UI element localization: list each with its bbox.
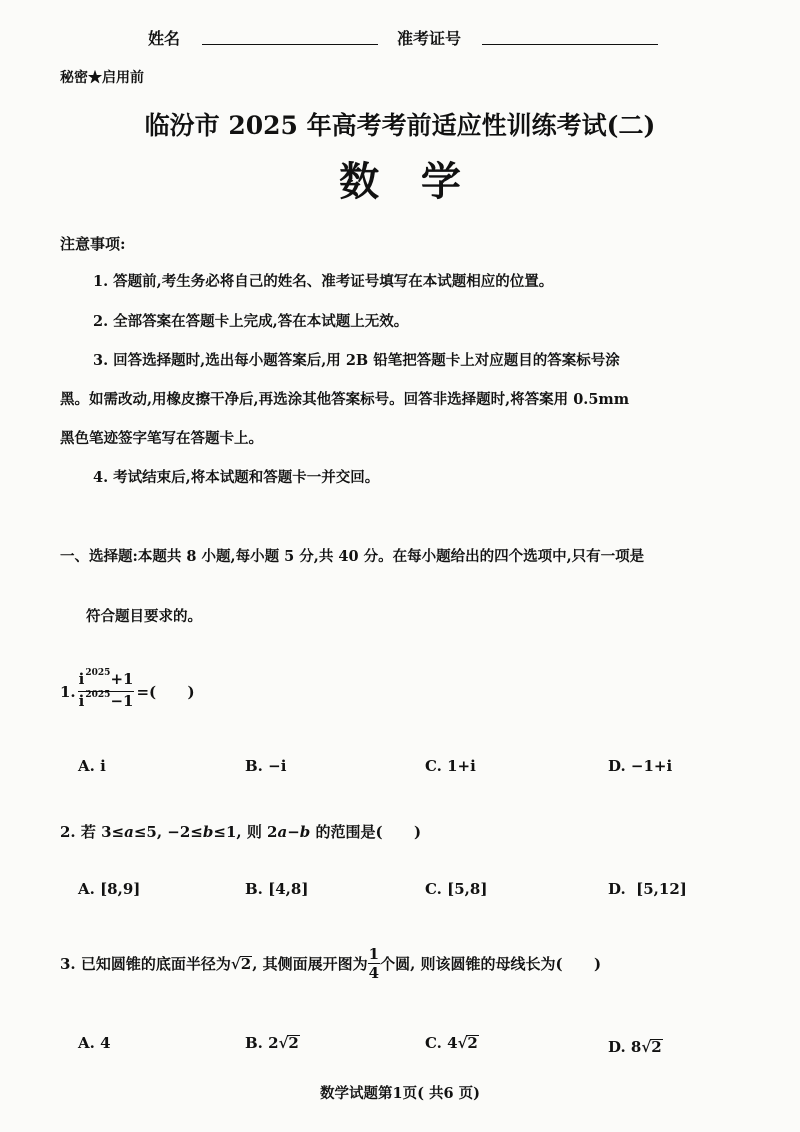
notice-item-1: 1. 答题前,考生务必将自己的姓名、准考证号填写在本试题相应的位置。 [93, 273, 554, 290]
base: i [78, 692, 85, 710]
coefficient: C. 4 [425, 1034, 458, 1052]
radical-sign: √ [641, 1038, 652, 1056]
question-number: 1. [60, 682, 76, 701]
q2-option-d[interactable]: D. [5,12] [608, 880, 687, 898]
q2-option-c[interactable]: C. [5,8] [425, 880, 488, 898]
subject-title: 数 学 [339, 158, 461, 205]
stem-part: ≤1, 则 2 [213, 823, 278, 841]
exam-title: 临汾市 2025 年高考考前适应性训练考试(二) [144, 111, 656, 140]
variable-a: a [124, 823, 134, 841]
fraction [368, 945, 380, 982]
q1-option-c[interactable]: C. 1+i [425, 757, 476, 775]
question-2 [60, 821, 421, 842]
q3-option-d[interactable] [608, 1038, 663, 1056]
q2-option-b[interactable]: B. [4,8] [245, 880, 309, 898]
notice-item-3-cont: 黑。如需改动,用橡皮擦干净后,再选涂其他答案标号。回答非选择题时,将答案用 0.5mm [60, 391, 630, 408]
question-1 [60, 670, 195, 713]
stem-part: 个圆, 则该圆锥的母线长为( ) [380, 955, 602, 973]
q3-option-c[interactable] [425, 1034, 479, 1052]
exponent: 2025 [85, 668, 111, 678]
notice-item-3: 3. 回答选择题时,选出每小题答案后,用 2B 铅笔把答题卡上对应题目的答案标号涂 [93, 352, 620, 369]
variable-a: a [277, 823, 288, 841]
stem-part: 的范围是( ) [310, 823, 422, 841]
notice-heading: 注意事项: [60, 235, 126, 253]
variable-b: b [202, 823, 214, 841]
coefficient: D. 8 [608, 1038, 642, 1056]
page-footer: 数学试题第1页( 共6 页) [320, 1085, 480, 1102]
notice-item-3-cont2: 黑色笔迹签字笔写在答题卡上。 [60, 430, 263, 447]
coefficient: B. 2 [245, 1034, 279, 1052]
q3-option-b[interactable] [245, 1034, 300, 1052]
q3-option-a[interactable]: A. 4 [78, 1034, 111, 1052]
q1-option-a[interactable]: A. i [78, 757, 106, 775]
secret-mark: 秘密★启用前 [60, 70, 144, 86]
stem-part: 3. 已知圆锥的底面半径为 [60, 955, 231, 973]
radicand: 2 [467, 1034, 478, 1052]
name-label: 姓名 [148, 29, 181, 48]
stem-part: , 其侧面展开图为 [252, 955, 368, 973]
section-heading-cont: 符合题目要求的。 [86, 608, 202, 625]
exam-id-label: 准考证号 [397, 29, 462, 48]
notice-item-4: 4. 考试结束后,将本试题和答题卡一并交回。 [93, 469, 380, 486]
question-3 [60, 945, 601, 982]
q1-option-b[interactable]: B. −i [245, 757, 287, 775]
q1-option-d[interactable]: D. −1+i [608, 757, 673, 775]
fraction [78, 670, 135, 713]
exam-id-field[interactable] [482, 28, 658, 45]
stem-part: 2. 若 3≤ [60, 823, 125, 841]
stem-tail: =( ) [136, 682, 195, 701]
notice-item-2: 2. 全部答案在答题卡上完成,答在本试题上无效。 [93, 313, 409, 330]
radical-sign: √ [278, 1034, 289, 1052]
radicand: 2 [651, 1038, 662, 1056]
radicand: 2 [240, 954, 252, 973]
denominator-tail: −1 [110, 692, 134, 710]
stem-part: ≤5, −2≤ [133, 823, 203, 841]
variable-b: b [299, 823, 311, 841]
radicand: 2 [288, 1034, 299, 1052]
name-field[interactable] [202, 28, 378, 45]
section-heading: 一、选择题:本题共 8 小题,每小题 5 分,共 40 分。在每小题给出的四个选项中,只有一项是 [60, 548, 645, 565]
q2-option-a[interactable]: A. [8,9] [78, 880, 141, 898]
fraction-denominator [78, 692, 135, 713]
base: i [78, 670, 85, 688]
fraction-denominator: 4 [368, 964, 380, 982]
numerator-tail: +1 [110, 670, 134, 688]
exponent: 2025 [85, 690, 111, 700]
fraction-numerator [78, 670, 135, 692]
radical-sign: √ [230, 954, 241, 973]
fraction-numerator: 1 [368, 945, 380, 963]
stem-part: − [287, 823, 300, 841]
radical-sign: √ [457, 1034, 468, 1052]
